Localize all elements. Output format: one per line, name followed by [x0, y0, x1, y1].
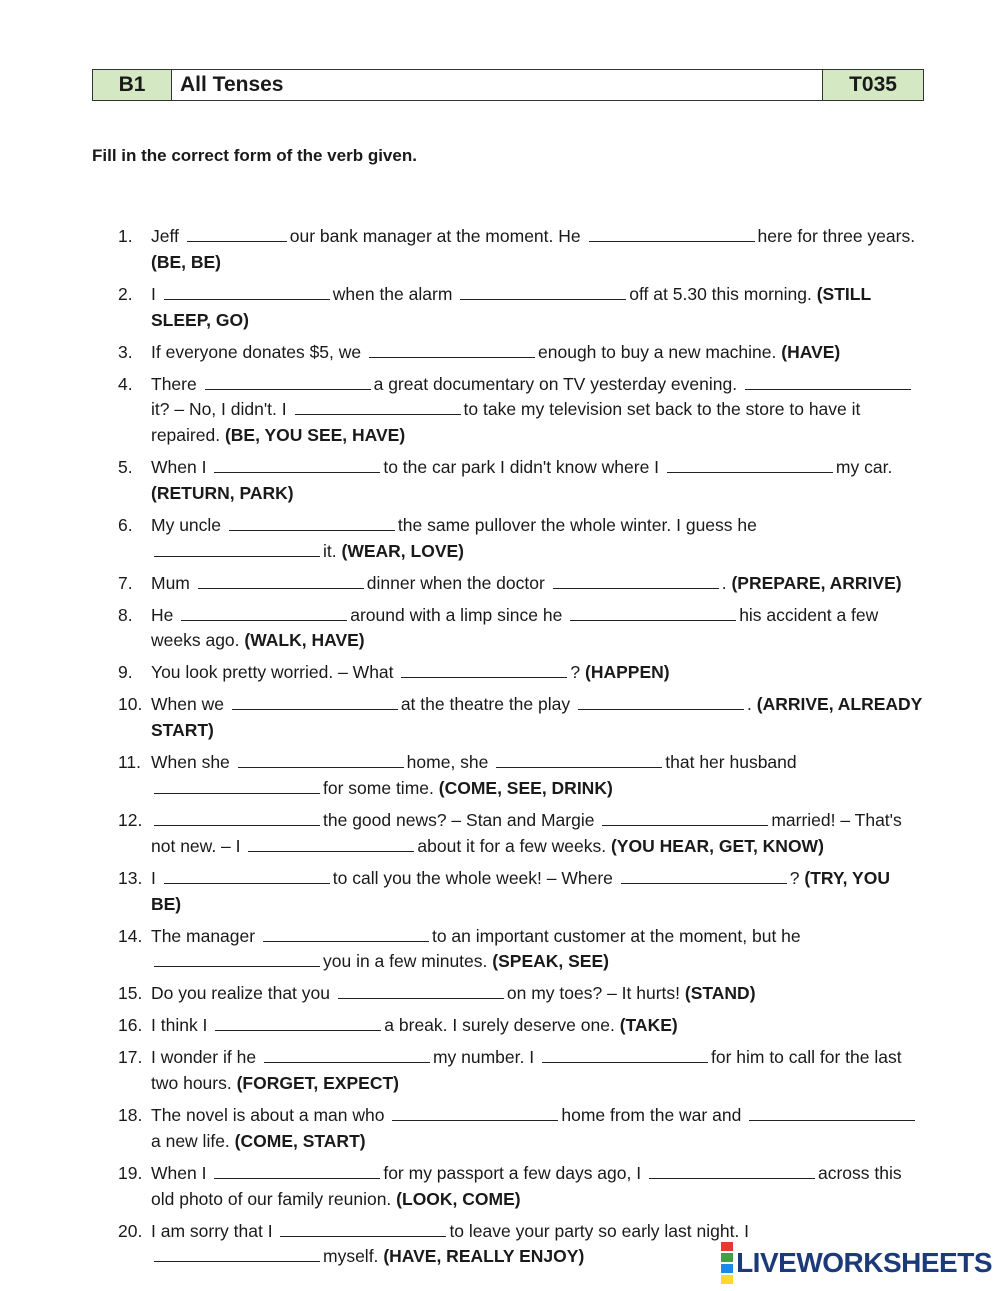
worksheet-code: T035	[823, 70, 923, 100]
exercise-item	[118, 808, 924, 860]
item-text-segment: a great documentary on TV yesterday evening.	[373, 373, 738, 394]
exercise-item	[118, 866, 924, 918]
item-text-segment: ?	[570, 662, 581, 683]
answer-blank[interactable]	[205, 373, 371, 390]
item-text-segment: it.	[323, 540, 337, 561]
answer-blank[interactable]	[602, 809, 768, 826]
item-text	[151, 692, 924, 744]
exercise-list	[118, 224, 924, 1276]
exercise-item	[118, 455, 924, 507]
answer-blank[interactable]	[154, 809, 320, 826]
exercise-item	[118, 692, 924, 744]
item-text-segment: my car.	[835, 457, 893, 478]
liveworksheets-logo	[721, 1241, 992, 1285]
answer-blank[interactable]	[649, 1162, 815, 1179]
item-text	[151, 455, 924, 507]
answer-blank[interactable]	[154, 540, 320, 557]
answer-blank[interactable]	[214, 456, 380, 473]
answer-blank[interactable]	[553, 572, 719, 589]
item-text-segment: around with a limp since he	[350, 604, 563, 625]
item-text-segment: our bank manager at the moment. He	[289, 226, 581, 246]
item-text-segment: the good news? – Stan and Margie	[323, 810, 595, 830]
item-number: 1.	[118, 226, 133, 246]
item-text-segment: I wonder if he	[151, 1047, 257, 1068]
answer-blank[interactable]	[215, 1014, 381, 1031]
item-number: 3.	[118, 341, 133, 362]
item-text	[151, 224, 924, 276]
answer-blank[interactable]	[578, 693, 744, 710]
item-text-segment: on my toes? – It hurts!	[506, 983, 681, 1004]
answer-blank[interactable]	[248, 835, 414, 852]
level-label: B1	[93, 70, 172, 100]
item-text-segment: his accident a few weeks ago.	[151, 604, 879, 651]
answer-blank[interactable]	[229, 514, 395, 531]
item-text	[151, 750, 924, 802]
verb-hint: (YOU HEAR, GET, KNOW)	[610, 835, 824, 856]
exercise-item	[118, 924, 924, 976]
verb-hint: (LOOK, COME)	[396, 1188, 521, 1209]
item-text-segment: to an important customer at the moment, but he	[431, 925, 801, 946]
logo-color-square	[721, 1275, 733, 1284]
item-text-segment: When she	[151, 752, 230, 773]
item-text	[151, 981, 924, 1007]
item-text-segment: dinner when the doctor	[366, 572, 545, 593]
answer-blank[interactable]	[460, 283, 626, 300]
item-text-segment: when the alarm	[332, 283, 453, 304]
item-text	[151, 924, 924, 976]
exercise-item	[118, 750, 924, 802]
item-text-segment: Do you realize that you	[151, 983, 330, 1004]
item-text	[151, 1013, 924, 1039]
item-text-segment: for my passport a few days ago, I	[383, 1162, 642, 1183]
item-text-segment: a new life.	[151, 1130, 230, 1151]
item-text-segment: a break. I surely deserve one.	[384, 1015, 615, 1036]
exercise-item	[118, 1045, 924, 1097]
logo-color-square	[721, 1264, 733, 1273]
exercise-item	[118, 513, 924, 565]
answer-blank[interactable]	[280, 1220, 446, 1237]
item-number: 11.	[118, 752, 142, 773]
item-text-segment: There	[151, 373, 197, 394]
verb-hint: (SPEAK, SEE)	[492, 951, 609, 972]
item-text-segment: here for three years.	[757, 226, 916, 246]
item-text	[151, 282, 924, 334]
item-text-segment: across this old photo of our family reunion.	[151, 1162, 902, 1209]
verb-hint: (RETURN, PARK)	[151, 482, 294, 503]
item-text-segment: When we	[151, 694, 224, 715]
answer-blank[interactable]	[338, 982, 504, 999]
item-text-segment: .	[721, 572, 727, 593]
item-text	[151, 513, 924, 565]
verb-hint: (ARRIVE, ALREADY START)	[151, 694, 923, 741]
exercise-item	[118, 224, 924, 276]
worksheet-title: All Tenses	[172, 70, 823, 100]
exercise-item	[118, 372, 924, 449]
answer-blank[interactable]	[164, 867, 330, 884]
answer-blank[interactable]	[570, 604, 736, 621]
item-text-segment: The manager	[151, 925, 256, 946]
answer-blank[interactable]	[392, 1104, 558, 1121]
item-text-segment: to the car park I didn't know where I	[383, 457, 660, 478]
verb-hint: (STILL SLEEP, GO)	[151, 283, 871, 330]
verb-hint: (TAKE)	[619, 1015, 678, 1036]
verb-hint: (HAVE, REALLY ENJOY)	[383, 1246, 585, 1267]
instructions: Fill in the correct form of the verb given.	[92, 146, 417, 165]
item-text-segment: that her husband	[665, 752, 797, 773]
exercise-item	[118, 660, 924, 686]
item-number: 7.	[118, 572, 133, 593]
verb-hint: (HAVE)	[781, 341, 841, 362]
item-text	[151, 340, 924, 366]
item-number: 10.	[118, 694, 143, 715]
item-text-segment: to call you the whole week! – Where	[332, 867, 613, 888]
item-text-segment: .	[747, 694, 752, 715]
verb-hint: (STAND)	[684, 983, 756, 1004]
item-number: 17.	[118, 1047, 143, 1068]
verb-hint: (WALK, HAVE)	[244, 630, 365, 651]
verb-hint: (WEAR, LOVE)	[341, 540, 464, 561]
item-text	[151, 866, 924, 918]
item-text	[151, 1103, 924, 1155]
item-number: 15.	[118, 983, 143, 1004]
item-text-segment: The novel is about a man who	[151, 1105, 385, 1126]
verb-hint: (FORGET, EXPECT)	[236, 1073, 399, 1094]
item-text-segment: When I	[151, 1162, 207, 1183]
item-number: 16.	[118, 1015, 143, 1036]
item-text-segment: Jeff	[151, 226, 179, 246]
exercise-item	[118, 1103, 924, 1155]
item-text-segment: I think I	[151, 1015, 208, 1036]
item-text-segment: home from the war and	[561, 1105, 742, 1126]
item-text-segment: for some time.	[323, 778, 434, 799]
item-text	[151, 372, 924, 449]
item-number: 20.	[118, 1220, 143, 1241]
item-text	[151, 660, 924, 686]
exercise-item	[118, 571, 924, 597]
item-text-segment: I	[151, 867, 156, 888]
item-text-segment: you in a few minutes.	[323, 951, 488, 972]
item-text-segment: If everyone donates $5, we	[151, 341, 362, 362]
verb-hint: (BE, YOU SEE, HAVE)	[224, 425, 406, 446]
item-text	[151, 808, 924, 860]
answer-blank[interactable]	[401, 661, 567, 678]
item-text-segment: to leave your party so early last night. I	[449, 1220, 750, 1241]
item-number: 5.	[118, 457, 133, 478]
logo-color-square	[721, 1253, 733, 1262]
worksheet-header	[92, 69, 924, 101]
answer-blank[interactable]	[295, 398, 461, 415]
answer-blank[interactable]	[749, 1104, 915, 1121]
item-text-segment: You look pretty worried. – What	[151, 662, 394, 683]
item-text-segment: When I	[151, 457, 207, 478]
item-text-segment: about it for a few weeks.	[417, 835, 607, 856]
item-text-segment: to take my television set back to the store to have it repaired.	[151, 399, 861, 446]
answer-blank[interactable]	[496, 751, 662, 768]
item-text	[151, 603, 924, 655]
item-text-segment: home, she	[406, 752, 489, 773]
item-text-segment: married! – That's not new. – I	[151, 810, 902, 856]
exercise-item	[118, 1161, 924, 1213]
answer-blank[interactable]	[232, 693, 398, 710]
item-text-segment: I	[151, 283, 156, 304]
verb-hint: (TRY, YOU BE)	[151, 867, 890, 914]
logo-icon	[721, 1241, 733, 1285]
answer-blank[interactable]	[198, 572, 364, 589]
item-text-segment: My uncle	[151, 514, 222, 535]
answer-blank[interactable]	[621, 867, 787, 884]
verb-hint: (BE, BE)	[151, 251, 221, 272]
verb-hint: (COME, START)	[234, 1130, 366, 1151]
answer-blank[interactable]	[214, 1162, 380, 1179]
exercise-item	[118, 981, 924, 1007]
answer-blank[interactable]	[187, 225, 287, 242]
item-text	[151, 1045, 924, 1097]
item-text-segment: it? – No, I didn't. I	[151, 399, 287, 420]
exercise-item	[118, 282, 924, 334]
logo-text: LIVEWORKSHEETS	[736, 1247, 992, 1278]
item-text-segment: at the theatre the play	[400, 694, 571, 715]
answer-blank[interactable]	[154, 777, 320, 794]
answer-blank[interactable]	[667, 456, 833, 473]
exercise-item	[118, 1013, 924, 1039]
exercise-item	[118, 340, 924, 366]
item-text-segment: Mum	[151, 572, 190, 593]
answer-blank[interactable]	[154, 1245, 320, 1262]
item-text	[151, 1161, 924, 1213]
item-number: 2.	[118, 283, 133, 304]
item-text-segment: my number. I	[432, 1047, 535, 1068]
item-number: 4.	[118, 373, 133, 394]
logo-color-square	[721, 1242, 733, 1251]
item-text-segment: the same pullover the whole winter. I guess he	[397, 514, 757, 535]
item-number: 12.	[118, 810, 143, 830]
verb-hint: (PREPARE, ARRIVE)	[731, 572, 902, 593]
item-text-segment: for him to call for the last two hours.	[151, 1047, 902, 1094]
answer-blank[interactable]	[164, 283, 330, 300]
item-text-segment: off at 5.30 this morning.	[629, 283, 812, 304]
exercise-item	[118, 603, 924, 655]
answer-blank[interactable]	[154, 950, 320, 967]
answer-blank[interactable]	[542, 1046, 708, 1063]
answer-blank[interactable]	[264, 1046, 430, 1063]
item-text-segment: myself.	[323, 1246, 379, 1267]
verb-hint: (COME, SEE, DRINK)	[438, 778, 613, 799]
item-number: 9.	[118, 662, 133, 683]
verb-hint: (HAPPEN)	[585, 662, 670, 683]
answer-blank[interactable]	[181, 604, 347, 621]
answer-blank[interactable]	[263, 925, 429, 942]
answer-blank[interactable]	[589, 225, 755, 242]
item-number: 6.	[118, 514, 133, 535]
item-number: 19.	[118, 1162, 143, 1183]
answer-blank[interactable]	[745, 373, 911, 390]
item-text	[151, 571, 924, 597]
item-number: 8.	[118, 604, 133, 625]
item-number: 13.	[118, 867, 143, 888]
item-text-segment: enough to buy a new machine.	[538, 341, 777, 362]
item-text-segment: ?	[789, 867, 800, 888]
answer-blank[interactable]	[238, 751, 404, 768]
answer-blank[interactable]	[369, 341, 535, 358]
item-number: 14.	[118, 925, 143, 946]
item-text-segment: I am sorry that I	[151, 1220, 273, 1241]
item-text-segment: He	[151, 604, 174, 625]
item-number: 18.	[118, 1105, 143, 1126]
